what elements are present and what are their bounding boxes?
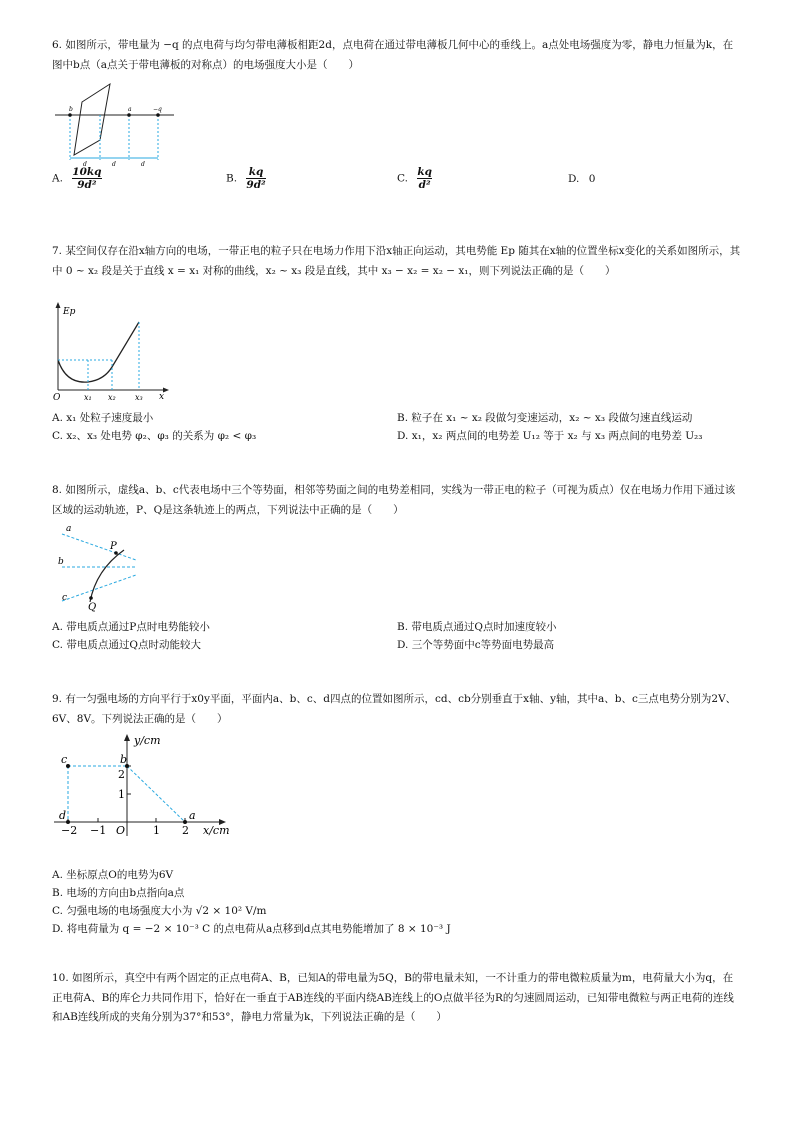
q6-label-b: b [69,106,73,113]
q6-label-d2: d [112,161,116,168]
question-6 [52,36,742,75]
q8-label-b: b [58,557,64,567]
q9-tick-y-2: 2 [118,768,125,781]
q6-figure [52,80,182,172]
q9-tick-x-1: 1 [153,824,160,837]
q8-option-b: B. 带电质点通过Q点时加速度较小 [397,621,557,633]
q9-origin: O [116,824,126,837]
q6-b-denominator: 9d² [246,179,266,191]
question-10 [52,969,742,1028]
q7-xlabel: x [159,392,165,402]
q6-a-denominator: 9d² [77,179,97,191]
q6-label-a: a [128,106,132,113]
q6-option-c: C. $\frac{kq}{\text{d²}}$ [397,166,432,191]
q7-origin: O [53,393,61,403]
question-9-text: 9. 有一匀强电场的方向平行于x0y平面，平面内a、b、c、d四点的位置如图所示，cd、cb分别垂直于x轴、y轴，其中a、b、c三点电势分别为2V、6V、8V。下列说法正确的是（ ） [52,693,737,725]
q6-b-numerator: kq [248,166,264,178]
q9-xlabel: x/cm [203,824,230,837]
q7-option-b: B. 粒子在 x₁ ~ x₂ 段做匀变速运动，x₂ ~ x₃ 段做匀速直线运动 [397,412,693,424]
q7-option-d: D. x₁，x₂ 两点间的电势差 U₁₂ 等于 x₂ 与 x₃ 两点间的电势差 U₂₃ [397,430,703,442]
question-9 [52,690,742,729]
q8-label-q: Q [88,602,97,612]
q8-option-d: D. 三个等势面中c等势面电势最高 [397,639,555,651]
q9-figure [52,732,242,844]
q7-option-c: C. x₂、x₃ 处电势 φ₂、φ₃ 的关系为 φ₂ < φ₃ [52,430,257,442]
q7-ylabel: Ep [63,307,76,317]
q9-label-d: d [59,809,67,822]
q6-option-a: A. $\frac{10kq}{\text{9d²}}$ [52,166,102,191]
q8-label-p: P [110,541,117,552]
question-7 [52,242,742,281]
q9-label-a: a [189,809,196,822]
q7-x1: x₁ [84,393,92,402]
q6-a-numerator: 10kq [72,166,102,178]
q9-tick-x-neg1: −1 [90,824,107,837]
q6-label-d1: d [83,161,87,168]
q9-tick-x-neg2: −2 [61,824,78,837]
q6-c-numerator: kq [417,166,432,178]
question-8-text: 8. 如图所示，虚线a、b、c代表电场中三个等势面，相邻等势面之间的电势差相同，实线为一带正电的粒子（可视为质点）仅在电场力作用下通过该区域的运动轨迹，P、Q是这条轨迹上的两点，下列说法中正确的是（ ） [52,484,736,516]
question-8 [52,481,742,520]
q9-label-b: b [120,753,128,766]
q6-option-d: D. 0 [568,173,596,185]
q8-label-c: c [62,593,68,603]
q7-option-a: A. x₁ 处粒子速度最小 [52,412,154,424]
q9-option-b: B. 电场的方向由b点指向a点 [52,887,185,899]
q9-option-c: C. 匀强电场的电场强度大小为 √2 × 10² V/m [52,905,267,917]
question-10-text: 10. 如图所示，真空中有两个固定的正点电荷A、B，已知A的带电量为5Q，B的带电量未知，一不计重力的带电微粒质量为m，电荷量大小为q，在正电荷A、B的库仑力共同作用下，恰好在一垂直于AB连线的平面内绕AB连线上的O点做半径为R的匀速圆周运动，已知带电微粒与两正电荷的连线和AB连线所成的夹角分别为37°和53°，静电力常量为k，下列说法正确的是（ ） [52,972,734,1023]
q9-ylabel: y/cm [134,734,161,747]
q9-option-a: A. 坐标原点O的电势为6V [52,869,174,881]
q6-c-denominator: d² [418,179,431,191]
q9-tick-y-1: 1 [118,788,125,801]
q9-label-c: c [61,753,68,766]
q8-option-a: A. 带电质点通过P点时电势能较小 [52,621,210,633]
q8-option-c: C. 带电质点通过Q点时动能较大 [52,639,201,651]
q7-figure [52,300,172,405]
q6-label-d3: d [141,161,145,168]
q7-x3: x₃ [135,393,143,402]
q9-option-d: D. 将电荷量为 q = −2 × 10⁻³ C 的点电荷从a点移到d点其电势能增加了 8 × 10⁻³ J [52,923,451,935]
q9-tick-x-2: 2 [182,824,189,837]
question-7-text: 7. 某空间仅存在沿x轴方向的电场，一带正电的粒子只在电场力作用下沿x轴正向运动，其电势能 Ep 随其在x轴的位置坐标x变化的关系如图所示，其中 0 ~ x₂ 段是关于直线 x = x₁ 对称的曲线，x₂ ~ x₃ 段是直线，其中 x₃ − x₂ = x₂ − x₁，则下列说法正确的是（ ） [52,245,741,277]
q8-figure [52,520,142,612]
q8-label-a: a [66,524,72,534]
q6-option-b: B. $\frac{kq}{\text{9d²}}$ [226,166,266,191]
question-6-text: 6. 如图所示，带电量为 −q 的点电荷与均匀带电薄板相距2d，点电荷在通过带电薄板几何中心的垂线上。a点处电场强度为零，静电力恒量为k，在图中b点（a点关于带电薄板的对称点）的电场强度大小是（ ） [52,39,734,71]
q7-x2: x₂ [108,393,116,402]
q6-label-q: −q [153,106,162,113]
